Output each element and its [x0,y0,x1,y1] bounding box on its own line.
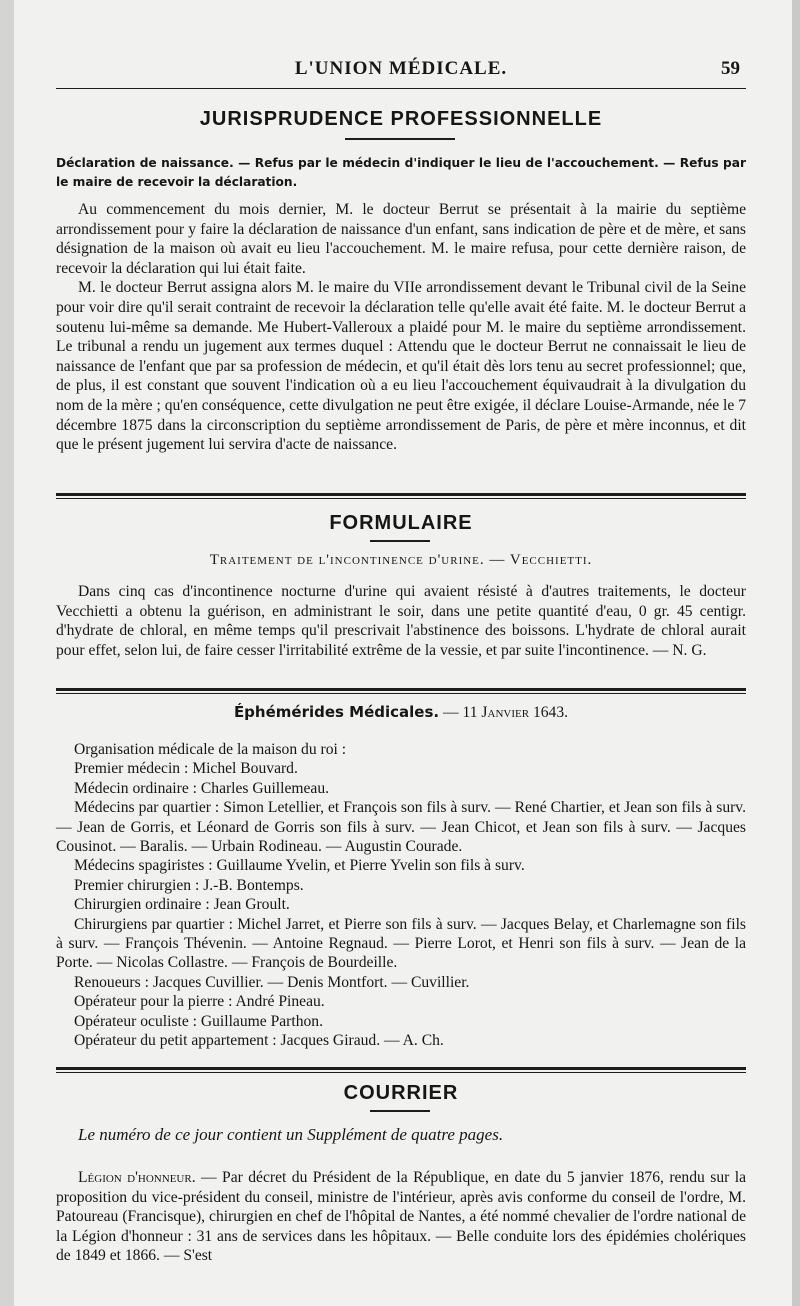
courrier-title: COURRIER [343,1082,459,1104]
list-item: Opérateur oculiste : Guillaume Parthon. [74,1012,323,1030]
ephemerides-title: Éphémérides Médicales. [233,703,440,721]
ephemerides-list [56,740,746,1051]
section-double-rule-top [56,1067,746,1070]
section-double-rule-bottom [56,1072,746,1073]
header-rule [56,88,746,89]
courrier-lead: Le numéro de ce jour contient un Supplément de quatre pages. [78,1125,504,1144]
formulaire-subtitle: Traitement de l'incontinence d'urine. — Vecchietti. [209,552,593,568]
jurisprudence-paragraph-2: M. le docteur Berrut assigna alors M. le maire du VIIe arrondissement devant le Tribunal civil de la Seine pour voir dire qu'il serait contraint de recevoir la déclaration telle qu'elle avait été faite. M. le docteur Berrut a soutenu lui-même sa demande. Me Hubert-Valleroux a plaidé pour M. le maire du septième arrondissement. Le tribunal a rendu un jugement aux termes duquel : Attendu que le docteur Berrut ne connaissait le lieu de naissance de l'enfant que par sa profession de médecin, et qu'il était dès lors tenu au secret professionnel; que, de plus, il est constant que souvent l'indication où a eu lieu l'accouchement équivaudrait à la divulgation du nom de la mère ; qu'en conséquence, cette divulgation ne peut être exigée, il déclare Louise-Armande, née le 7 décembre 1875 dans la circonscription du septième arrondissement de Paris, de père et mère inconnus, et dit que le présent jugement lui servira d'acte de naissance. [56,279,746,454]
list-item: Médecins par quartier : Simon Letellier, et François son fils à surv. — René Chartier, et Jean son fils à surv. — Jean de Gorris, et Léonard de Gorris son fils à surv. — Jean Chicot, et Jean son fils à surv. — Jacques Cousinot. — Baralis. — Urbain Rodineau. — Augustin Courade. [56,799,746,856]
courrier-label: Légion d'honneur. [78,1169,196,1186]
ephemerides-section [56,702,746,1051]
section-double-rule-top [56,688,746,691]
jurisprudence-subtitle: Déclaration de naissance. — Refus par le médecin d'indiquer le lieu de l'accouchement. — Refus par le maire de recevoir la déclaration. [56,156,746,189]
formulaire-title: FORMULAIRE [329,512,473,534]
ephemerides-heading [56,702,746,723]
formulaire-title-rule [370,540,430,542]
jurisprudence-title: JURISPRUDENCE PROFESSIONNELLE [199,108,603,130]
list-item: Chirurgien ordinaire : Jean Groult. [74,896,290,914]
page-number: 59 [721,58,740,79]
list-item: Opérateur du petit appartement : Jacques Giraud. — A. Ch. [74,1032,444,1050]
courrier-text: — Par décret du Président de la République, en date du 5 janvier 1876, rendu sur la proposition du vice-président du conseil, ministre de l'intérieur, après avis conforme du conseil de l'ordre, M. Patoureau (Francisque), chirurgien en chef de l'hôpital de Nantes, a été nommé chevalier de l'ordre national de la Légion d'honneur : 31 ans de services dans les hôpitaux. — Belle conduite lors des épidémies cholériques de 1849 et 1866. — S'est [56,1169,746,1265]
ephemerides-date: — 11 Janvier 1643. [443,704,569,721]
list-item: Opérateur pour la pierre : André Pineau. [74,993,325,1011]
journal-title: L'UNION MÉDICALE. [294,58,508,79]
list-item: Renoueurs : Jacques Cuvillier. — Denis Montfort. — Cuvillier. [74,973,470,991]
section-double-rule-bottom [56,693,746,694]
list-item: Médecins spagiristes : Guillaume Yvelin, et Pierre Yvelin son fils à surv. [74,857,525,875]
formulaire-section [56,550,746,660]
page-left-edge [0,0,14,1306]
list-item: Organisation médicale de la maison du roi : [74,741,347,758]
courrier-title-rule [370,1110,430,1112]
list-item: Médecin ordinaire : Charles Guillemeau. [74,779,330,797]
page-right-edge [792,0,800,1306]
jurisprudence-title-rule [345,138,455,140]
list-item: Premier chirurgien : J.-B. Bontemps. [74,876,304,894]
section-double-rule-top [56,493,746,496]
jurisprudence-section [56,154,746,455]
list-item: Premier médecin : Michel Bouvard. [74,760,298,778]
list-item: Chirurgiens par quartier : Michel Jarret, et Pierre son fils à surv. — Jacques Belay, et Charlemagne son fils à surv. — François Thévenin. — Antoine Regnaud. — Pierre Lorot, et Henri son fils à surv. — Jean de la Porte. — Nicolas Collastre. — François de Bourdeille. [56,915,746,972]
formulaire-paragraph: Dans cinq cas d'incontinence nocturne d'urine qui avaient résisté à d'autres traitements, le docteur Vecchietti a obtenu la guérison, en administrant le soir, dans une petite quantité d'eau, 0 gr. 45 centigr. d'hydrate de chloral, en même temps qu'il prescrivait l'abstinence des boissons. L'hydrate de chloral aurait pour effet, selon lui, de faire cesser l'irritabilité extrême de la vessie, et par suite l'incontinence. — N. G. [56,583,746,659]
running-header [56,54,746,84]
section-double-rule-bottom [56,498,746,499]
courrier-section [56,1124,746,1266]
courrier-paragraph [56,1168,746,1266]
jurisprudence-paragraph-1: Au commencement du mois dernier, M. le docteur Berrut se présentait à la mairie du septième arrondissement pour y faire la déclaration de naissance d'un enfant, sans indication de père et de mère, et sans désignation de la maison où avait eu lieu l'accouchement. M. le maire refusa, pour cette dernière raison, de recevoir la déclaration qui lui était faite. [56,201,746,277]
